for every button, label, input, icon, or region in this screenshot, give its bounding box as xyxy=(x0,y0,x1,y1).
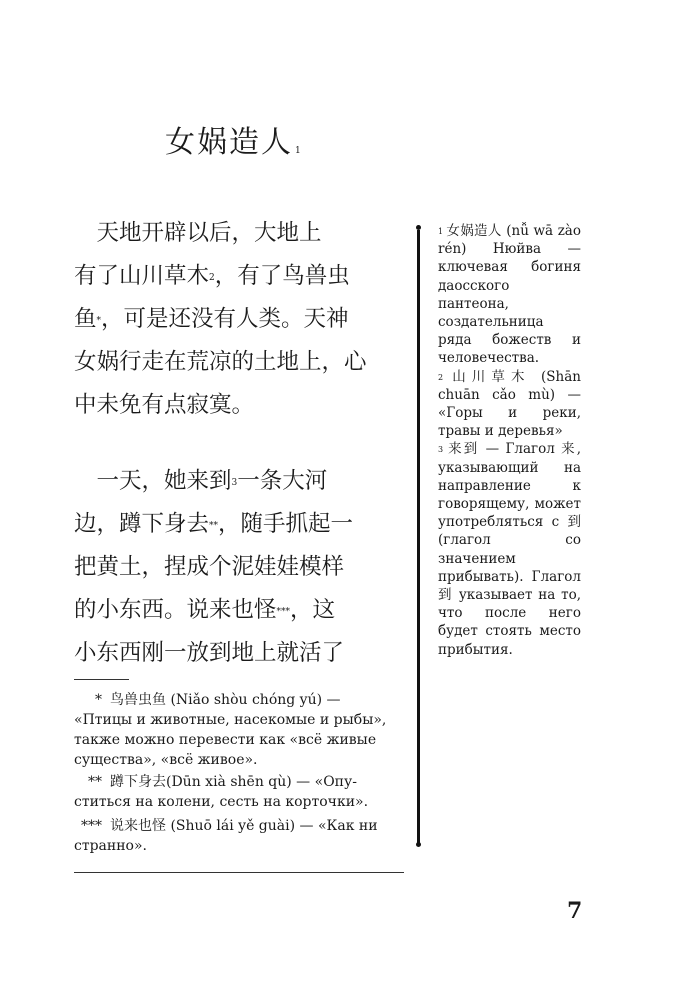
footnote-1-text: «Птицы и животные, насекомые и рыбы», также можно перевести как «всё живые существа», «всё живое». xyxy=(74,712,387,768)
note-mark-double-star: ** xyxy=(209,521,219,531)
p1-line-2: 有了山川草木$^2$，有了鸟兽虫 xyxy=(74,263,350,289)
footnote-2-mark: ** xyxy=(88,774,102,790)
footnote-1-first-line: 鸟兽虫鱼 (Niǎo shòu chóng yú) — xyxy=(110,692,341,708)
footnote-2-first-line: 蹲下身去(Dūn xià shēn qù) — «Опу- xyxy=(110,774,357,790)
margin-note-2 xyxy=(438,368,581,441)
p2-line-4: 的小东西。说来也怪***，这 xyxy=(74,597,336,623)
divider-dot-top xyxy=(416,225,421,230)
footnote-1-mark: * xyxy=(95,692,102,708)
footnote-2 xyxy=(74,772,402,812)
margin-note-1-mark: 1 xyxy=(438,227,444,236)
note-mark-triple-star: *** xyxy=(276,607,291,617)
note-mark-star: * xyxy=(96,316,102,326)
divider-dot-bottom xyxy=(416,842,421,847)
title-note-mark: 1 xyxy=(295,146,303,156)
footnote-3-text: странно». xyxy=(74,838,148,854)
p1-line-5: 中未免有点寂寞。 xyxy=(74,392,255,418)
paragraph-2 xyxy=(74,460,404,675)
footnote-3-first-line: 说来也怪 (Shuō lái yě guài) — «Как ни xyxy=(110,818,378,834)
margin-divider xyxy=(417,230,420,844)
margin-note-1-text: 女娲造人 (nǚ wā zào rén) Нюйва — ключевая богиня даосского пантеона, создательница ряда божеств и человечества. xyxy=(438,223,581,367)
margin-note-1 xyxy=(438,222,581,368)
p2-line-2: 边，蹲下身去**，随手抓起一 xyxy=(74,511,354,537)
p1-line-4: 女娲行走在荒凉的土地上，心 xyxy=(74,349,367,375)
note-mark-2: 2 xyxy=(209,273,215,283)
margin-note-3-mark: 3 xyxy=(438,445,444,455)
footnote-2-text: ститься на колени, сесть на корточки». xyxy=(74,794,369,810)
margin-note-2-text: 山川草木 (Shān chuān cǎo mù) — «Горы и реки, травы и деревья» xyxy=(438,368,581,440)
p1-line-1: 天地开辟以后，大地上 xyxy=(74,220,322,246)
paragraph-1 xyxy=(74,212,404,427)
page-number: 7 xyxy=(567,898,583,924)
margin-note-2-mark: 2 xyxy=(438,372,444,382)
p2-line-1: 一天，她来到$^3$一条大河 xyxy=(74,468,328,494)
p1-line-3: 鱼*，可是还没有人类。天神 xyxy=(74,306,349,332)
p2-line-5: 小东西刚一放到地上就活了 xyxy=(74,640,345,666)
footnote-3 xyxy=(74,816,402,856)
note-mark-3: 3 xyxy=(231,478,238,488)
margin-notes xyxy=(438,222,581,659)
footnote-3-mark: *** xyxy=(81,818,102,834)
footnote-rule xyxy=(74,679,129,680)
chapter-title: 女娲造人 $^1$ xyxy=(165,125,303,160)
footnote-1 xyxy=(74,690,402,770)
margin-note-3 xyxy=(438,440,581,658)
margin-note-3-text: 来到 — Глагол 来, указывающий на направление к говорящему, может употребляться с 到 (глагол со значением прибывать). Глагол 到 указывает на то, что после него будет стоять место прибытия. xyxy=(438,441,581,658)
bottom-rule xyxy=(74,872,404,873)
p2-line-3: 把黄土，捏成个泥娃娃模样 xyxy=(74,554,345,580)
